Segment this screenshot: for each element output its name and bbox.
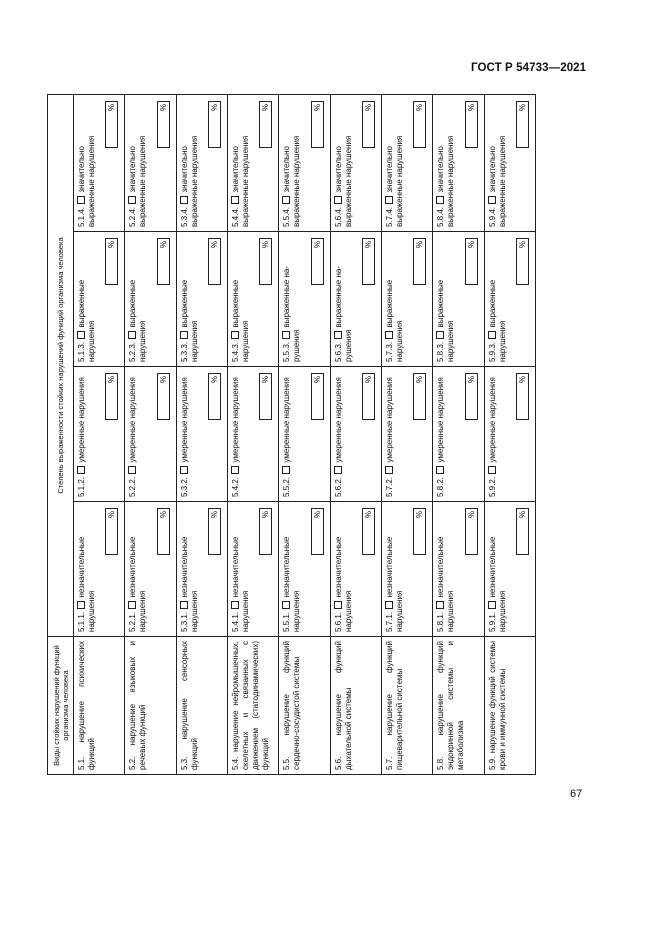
severity-option-cell — [433, 367, 484, 502]
rotated-table-content — [47, 95, 535, 775]
percent-sign: % — [363, 511, 373, 519]
severity-option-cell — [484, 232, 535, 367]
severity-option-cell — [484, 367, 535, 502]
option-label: умеренные нарушения — [179, 377, 189, 463]
percent-input-box[interactable] — [259, 101, 272, 148]
severity-option-cell — [125, 232, 176, 367]
option-checkbox[interactable] — [128, 466, 136, 474]
severity-option-cell — [227, 232, 278, 367]
option-label: значительно выраженные нарушения — [384, 135, 404, 227]
severity-option-cell — [125, 502, 176, 637]
percent-input-box[interactable] — [465, 238, 478, 285]
percent-input-box[interactable] — [105, 238, 118, 285]
option-checkbox[interactable] — [334, 601, 342, 609]
option-label: незначительные нарушения — [179, 536, 199, 632]
percent-input-box[interactable] — [311, 238, 324, 285]
option-label: выраженные нарушения — [179, 279, 199, 362]
percent-sign: % — [415, 376, 425, 384]
percent-input-box[interactable] — [516, 101, 529, 148]
option-checkbox[interactable] — [128, 601, 136, 609]
percent-input-box[interactable] — [105, 508, 118, 555]
option-code: 5.7.3. — [384, 341, 394, 362]
option-code: 5.3.1. — [179, 611, 189, 632]
option-code: 5.5.3. — [282, 341, 292, 362]
option-checkbox[interactable] — [180, 196, 188, 204]
severity-option — [331, 95, 381, 231]
percent-input-box[interactable] — [413, 508, 426, 555]
severity-option — [125, 367, 175, 501]
option-code: 5.6.3. — [333, 341, 343, 362]
percent-input-box[interactable] — [208, 101, 221, 148]
severity-option-cell — [74, 232, 125, 367]
percent-input-box[interactable] — [413, 373, 426, 420]
percent-sign: % — [415, 103, 425, 112]
option-code: 5.4.1. — [230, 611, 240, 632]
option-label: значительно выраженные нарушения — [230, 135, 250, 227]
severity-option — [125, 502, 175, 636]
percent-input-box[interactable] — [362, 373, 375, 420]
percent-sign: % — [209, 511, 219, 519]
severity-option-cell — [279, 94, 330, 231]
severity-option — [74, 367, 124, 501]
percent-input-box[interactable] — [516, 238, 529, 285]
function-type-cell: 5.1. нарушение психических функций — [74, 637, 125, 775]
percent-sign: % — [363, 103, 373, 112]
option-code: 5.9.3. — [487, 341, 497, 362]
option-code: 5.2.1. — [128, 611, 138, 632]
header-function-types: Виды стойких нарушений функций организма человека — [48, 637, 74, 775]
percent-sign: % — [363, 241, 373, 249]
severity-option-cell — [433, 502, 484, 637]
percent-sign: % — [107, 376, 117, 384]
option-checkbox[interactable] — [282, 331, 290, 339]
table-row — [330, 94, 381, 774]
severity-option — [125, 95, 175, 231]
option-label: умеренные нарушения — [128, 377, 138, 463]
severity-option — [433, 232, 483, 366]
option-checkbox[interactable] — [231, 196, 239, 204]
severity-option — [331, 367, 381, 501]
option-label: незначительные нарушения — [230, 536, 250, 632]
severity-option-cell — [74, 502, 125, 637]
severity-option — [433, 502, 483, 636]
severity-option-cell — [227, 94, 278, 231]
percent-sign: % — [312, 241, 322, 249]
percent-sign: % — [466, 103, 476, 112]
percent-input-box[interactable] — [208, 238, 221, 285]
percent-sign: % — [466, 241, 476, 249]
severity-option-cell — [125, 367, 176, 502]
percent-sign: % — [261, 511, 271, 519]
severity-option — [177, 232, 227, 366]
option-label: незначительные нарушения — [282, 536, 302, 632]
option-label: умеренные нарушения — [230, 377, 240, 463]
option-checkbox[interactable] — [77, 196, 85, 204]
percent-input-box[interactable] — [362, 508, 375, 555]
option-label: выраженные нарушения — [77, 279, 96, 362]
severity-option — [228, 502, 278, 636]
option-label: значительно выраженные нарушения — [179, 135, 199, 227]
percent-input-box[interactable] — [516, 373, 529, 420]
option-label: умеренные нарушения — [384, 377, 394, 463]
percent-sign: % — [261, 376, 271, 384]
severity-option — [331, 232, 381, 366]
option-label: значительно выраженные нарушения — [128, 135, 148, 227]
option-checkbox[interactable] — [231, 466, 239, 474]
percent-sign: % — [466, 376, 476, 384]
option-code: 5.4.2. — [230, 476, 240, 497]
severity-option-cell — [381, 367, 432, 502]
severity-option — [74, 95, 124, 231]
option-label: незначительные нарушения — [333, 536, 353, 632]
percent-input-box[interactable] — [465, 101, 478, 148]
severity-option-cell — [227, 367, 278, 502]
percent-input-box[interactable] — [311, 101, 324, 148]
table-row — [279, 94, 330, 774]
severity-option — [382, 232, 432, 366]
percent-sign: % — [158, 103, 168, 112]
percent-sign: % — [363, 376, 373, 384]
severity-option-cell — [330, 367, 381, 502]
percent-sign: % — [415, 241, 425, 249]
severity-option-cell — [176, 94, 227, 231]
option-code: 5.7.4. — [384, 206, 394, 227]
percent-input-box[interactable] — [516, 508, 529, 555]
table-row — [74, 94, 125, 774]
percent-sign: % — [107, 241, 117, 249]
percent-sign: % — [517, 376, 527, 384]
option-label: незначительные нарушения — [77, 536, 96, 632]
option-code: 5.8.2. — [436, 476, 446, 497]
severity-option — [177, 95, 227, 231]
option-code: 5.7.2. — [384, 476, 394, 497]
severity-option — [177, 502, 227, 636]
severity-option-cell — [176, 367, 227, 502]
option-label: выраженные нарушения — [487, 279, 507, 362]
percent-input-box[interactable] — [413, 101, 426, 148]
severity-option-cell — [381, 232, 432, 367]
function-type-cell: 5.9. нарушение функций системы крови и иммунной системы — [484, 637, 535, 775]
option-label: выраженные на-рушения — [282, 266, 302, 362]
option-checkbox[interactable] — [334, 196, 342, 204]
option-code: 5.5.2. — [282, 476, 292, 497]
percent-input-box[interactable] — [311, 373, 324, 420]
percent-input-box[interactable] — [208, 373, 221, 420]
option-checkbox[interactable] — [436, 601, 444, 609]
table-body — [74, 94, 536, 774]
percent-sign: % — [158, 511, 168, 519]
percent-sign: % — [312, 511, 322, 519]
option-checkbox[interactable] — [385, 196, 393, 204]
severity-option-cell — [381, 502, 432, 637]
percent-sign: % — [312, 103, 322, 112]
severity-option-cell — [279, 367, 330, 502]
severity-option-cell — [279, 232, 330, 367]
option-checkbox[interactable] — [128, 331, 136, 339]
table-row — [381, 94, 432, 774]
option-code: 5.3.2. — [179, 476, 189, 497]
rotated-table-frame — [47, 95, 535, 775]
percent-sign: % — [261, 103, 271, 112]
severity-option-cell — [330, 94, 381, 231]
option-code: 5.1.2. — [77, 476, 86, 497]
severity-option-cell — [330, 502, 381, 637]
table-row — [484, 94, 535, 774]
severity-option-cell — [279, 502, 330, 637]
percent-sign: % — [415, 511, 425, 519]
option-label: выраженные нарушения — [230, 279, 250, 362]
option-label: выраженные нарушения — [384, 279, 404, 362]
option-label: выраженные нарушения — [436, 279, 456, 362]
option-checkbox[interactable] — [282, 601, 290, 609]
option-code: 5.3.3. — [179, 341, 189, 362]
option-checkbox[interactable] — [180, 331, 188, 339]
severity-option — [228, 232, 278, 366]
option-checkbox[interactable] — [488, 331, 496, 339]
severity-option — [279, 95, 329, 231]
option-checkbox[interactable] — [334, 331, 342, 339]
severity-option — [485, 232, 535, 366]
severity-option — [279, 502, 329, 636]
severity-option-cell — [125, 94, 176, 231]
percent-input-box[interactable] — [362, 238, 375, 285]
severity-option — [382, 502, 432, 636]
option-checkbox[interactable] — [385, 331, 393, 339]
option-code: 5.8.1. — [436, 611, 446, 632]
option-label: умеренные нарушения — [333, 377, 343, 463]
table-row — [125, 94, 176, 774]
option-code: 5.9.2. — [487, 476, 497, 497]
severity-option-cell — [433, 94, 484, 231]
severity-option — [228, 367, 278, 501]
function-type-cell: 5.7. нарушение функций пищеварительной системы — [381, 637, 432, 775]
percent-sign: % — [517, 103, 527, 112]
option-checkbox[interactable] — [128, 196, 136, 204]
percent-input-box[interactable] — [157, 508, 170, 555]
option-code: 5.6.4. — [333, 206, 343, 227]
percent-input-box[interactable] — [157, 238, 170, 285]
percent-sign: % — [312, 376, 322, 384]
percent-input-box[interactable] — [362, 101, 375, 148]
percent-sign: % — [209, 103, 219, 112]
percent-sign: % — [261, 241, 271, 249]
option-checkbox[interactable] — [231, 601, 239, 609]
percent-input-box[interactable] — [311, 508, 324, 555]
option-checkbox[interactable] — [77, 331, 85, 339]
percent-sign: % — [209, 241, 219, 249]
option-label: выраженные на-рушения — [333, 266, 353, 362]
option-code: 5.3.4. — [179, 206, 189, 227]
option-code: 5.1.1. — [77, 611, 86, 632]
option-label: незначительные нарушения — [487, 536, 507, 632]
option-code: 5.4.3. — [230, 341, 240, 362]
percent-input-box[interactable] — [413, 238, 426, 285]
function-type-cell: 5.5. нарушение функций сердечно-сосудистой системы — [279, 637, 330, 775]
severity-option — [74, 502, 124, 636]
percent-input-box[interactable] — [465, 508, 478, 555]
percent-sign: % — [209, 376, 219, 384]
severity-option — [485, 367, 535, 501]
severity-option-cell — [176, 502, 227, 637]
function-type-cell: 5.3. нарушение сенсорных функций — [176, 637, 227, 775]
severity-option-cell — [484, 94, 535, 231]
option-checkbox[interactable] — [180, 466, 188, 474]
severity-option — [279, 367, 329, 501]
option-code: 5.5.1. — [282, 611, 292, 632]
option-label: незначительные нарушения — [384, 536, 404, 632]
severity-option — [74, 232, 124, 366]
option-checkbox[interactable] — [77, 466, 85, 474]
option-checkbox[interactable] — [488, 196, 496, 204]
percent-input-box[interactable] — [157, 373, 170, 420]
severity-option — [433, 367, 483, 501]
option-code: 5.6.2. — [333, 476, 343, 497]
percent-input-box[interactable] — [259, 373, 272, 420]
option-code: 5.9.1. — [487, 611, 497, 632]
percent-sign: % — [107, 103, 117, 112]
table-row — [176, 94, 227, 774]
option-checkbox[interactable] — [385, 601, 393, 609]
option-checkbox[interactable] — [488, 466, 496, 474]
option-label: умеренные нарушения — [282, 377, 292, 463]
percent-input-box[interactable] — [105, 373, 118, 420]
option-code: 5.1.4. — [77, 206, 86, 227]
option-label: значительно выраженные нарушения — [77, 135, 96, 227]
severity-option-cell — [433, 232, 484, 367]
percent-input-box[interactable] — [105, 101, 118, 148]
function-type-cell: 5.8. нарушение функций эндокринной системы и метаболизма — [433, 637, 484, 775]
option-code: 5.2.3. — [128, 341, 138, 362]
option-label: умеренные нарушения — [436, 377, 446, 463]
option-code: 5.2.2. — [128, 476, 138, 497]
option-checkbox[interactable] — [180, 601, 188, 609]
percent-sign: % — [107, 511, 117, 519]
option-code: 5.7.1. — [384, 611, 394, 632]
option-checkbox[interactable] — [282, 466, 290, 474]
option-label: выраженные нарушения — [128, 279, 148, 362]
severity-option — [485, 502, 535, 636]
option-code: 5.9.4. — [487, 206, 497, 227]
disability-functions-table — [47, 94, 536, 775]
document-code: ГОСТ Р 54733—2021 — [471, 62, 587, 74]
option-checkbox[interactable] — [436, 466, 444, 474]
severity-option-cell — [381, 94, 432, 231]
option-code: 5.6.1. — [333, 611, 343, 632]
percent-sign: % — [466, 511, 476, 519]
percent-input-box[interactable] — [208, 508, 221, 555]
table-row — [227, 94, 278, 774]
option-checkbox[interactable] — [334, 466, 342, 474]
option-code: 5.1.3. — [77, 341, 86, 362]
percent-sign: % — [517, 511, 527, 519]
percent-input-box[interactable] — [259, 508, 272, 555]
percent-input-box[interactable] — [465, 373, 478, 420]
severity-option — [125, 232, 175, 366]
percent-input-box[interactable] — [259, 238, 272, 285]
page-number: 67 — [570, 788, 583, 800]
severity-option — [331, 502, 381, 636]
severity-option — [433, 95, 483, 231]
function-type-cell: 5.2. нарушение языковых и речевых функций — [125, 637, 176, 775]
severity-option — [177, 367, 227, 501]
table-row — [433, 94, 484, 774]
option-label: незначительные нарушения — [436, 536, 456, 632]
option-checkbox[interactable] — [436, 196, 444, 204]
header-severity: Степень выраженности стойких нарушений функций организма человека — [48, 94, 74, 636]
severity-option — [279, 232, 329, 366]
severity-option-cell — [74, 367, 125, 502]
option-code: 5.4.4. — [230, 206, 240, 227]
severity-option-cell — [227, 502, 278, 637]
percent-input-box[interactable] — [157, 101, 170, 148]
option-label: умеренные нарушения — [487, 377, 497, 463]
function-type-cell: 5.6. нарушение функций дыхательной системы — [330, 637, 381, 775]
option-checkbox[interactable] — [436, 331, 444, 339]
percent-sign: % — [517, 241, 527, 249]
severity-option-cell — [74, 94, 125, 231]
percent-sign: % — [158, 241, 168, 249]
severity-option — [382, 95, 432, 231]
option-code: 5.8.3. — [436, 341, 446, 362]
option-code: 5.5.4. — [282, 206, 292, 227]
option-checkbox[interactable] — [282, 196, 290, 204]
percent-sign: % — [158, 376, 168, 384]
option-label: значительно выраженные нарушения — [282, 135, 302, 227]
option-label: умеренные нарушения — [77, 377, 86, 463]
option-label: значительно выраженные нарушения — [487, 135, 507, 227]
severity-option — [228, 95, 278, 231]
function-type-cell: 5.4. нарушение нейромышечных, скелетных и связанных с движением (статодинамических) функций — [227, 637, 278, 775]
severity-option-cell — [330, 232, 381, 367]
severity-option — [485, 95, 535, 231]
option-label: значительно выраженные нарушения — [333, 135, 353, 227]
severity-option — [382, 367, 432, 501]
option-checkbox[interactable] — [488, 601, 496, 609]
severity-option-cell — [176, 232, 227, 367]
option-checkbox[interactable] — [385, 466, 393, 474]
option-code: 5.8.4. — [436, 206, 446, 227]
option-label: незначительные нарушения — [128, 536, 148, 632]
option-label: значительно выраженные нарушения — [436, 135, 456, 227]
option-code: 5.2.4. — [128, 206, 138, 227]
option-checkbox[interactable] — [77, 601, 85, 609]
option-checkbox[interactable] — [231, 331, 239, 339]
severity-option-cell — [484, 502, 535, 637]
